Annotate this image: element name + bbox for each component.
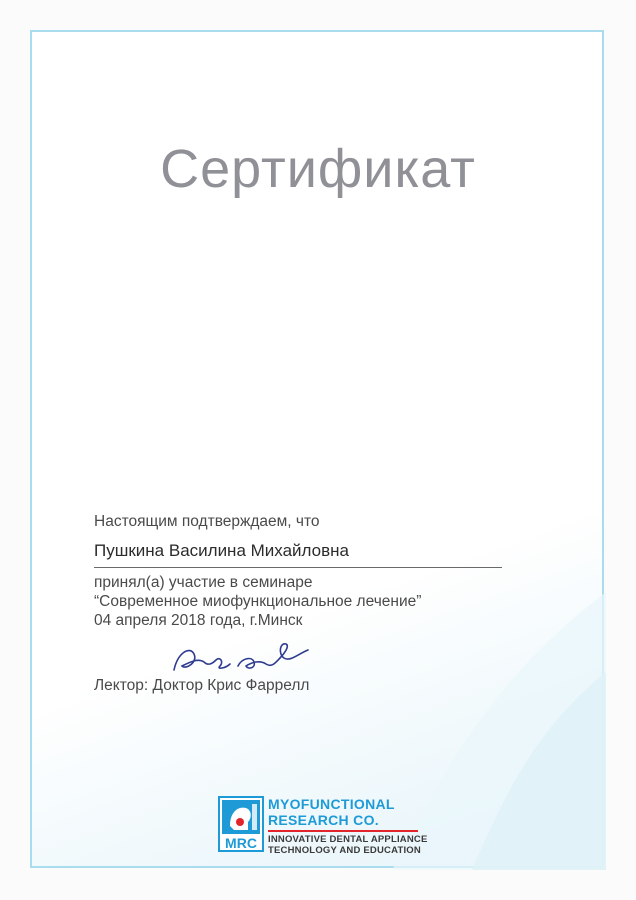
mrc-logo-icon bbox=[218, 796, 266, 852]
company-name-line1: MYOFUNCTIONAL bbox=[268, 796, 395, 812]
logo-mark: MRC bbox=[225, 835, 257, 851]
participation-text: принял(а) участие в семинаре bbox=[94, 574, 313, 591]
tagline-line2: TECHNOLOGY AND EDUCATION bbox=[268, 845, 421, 856]
recipient-name: Пушкина Василина Михайловна bbox=[94, 541, 349, 560]
name-underline bbox=[94, 567, 502, 568]
logo-wordmark bbox=[268, 796, 428, 856]
intro-text: Настоящим подтверждаем, что bbox=[94, 513, 320, 530]
tagline-line1: INNOVATIVE DENTAL APPLIANCE bbox=[268, 834, 428, 845]
certificate-title: Сертификат bbox=[160, 139, 476, 199]
date-place: 04 апреля 2018 года, г.Минск bbox=[94, 612, 303, 629]
company-name-line2: RESEARCH CO. bbox=[268, 812, 379, 828]
logo-divider bbox=[268, 830, 418, 832]
lecturer-text: Лектор: Доктор Крис Фаррелл bbox=[94, 677, 310, 694]
lecturer-signature bbox=[168, 640, 318, 680]
seminar-title: “Современное миофункциональное лечение” bbox=[94, 593, 422, 610]
